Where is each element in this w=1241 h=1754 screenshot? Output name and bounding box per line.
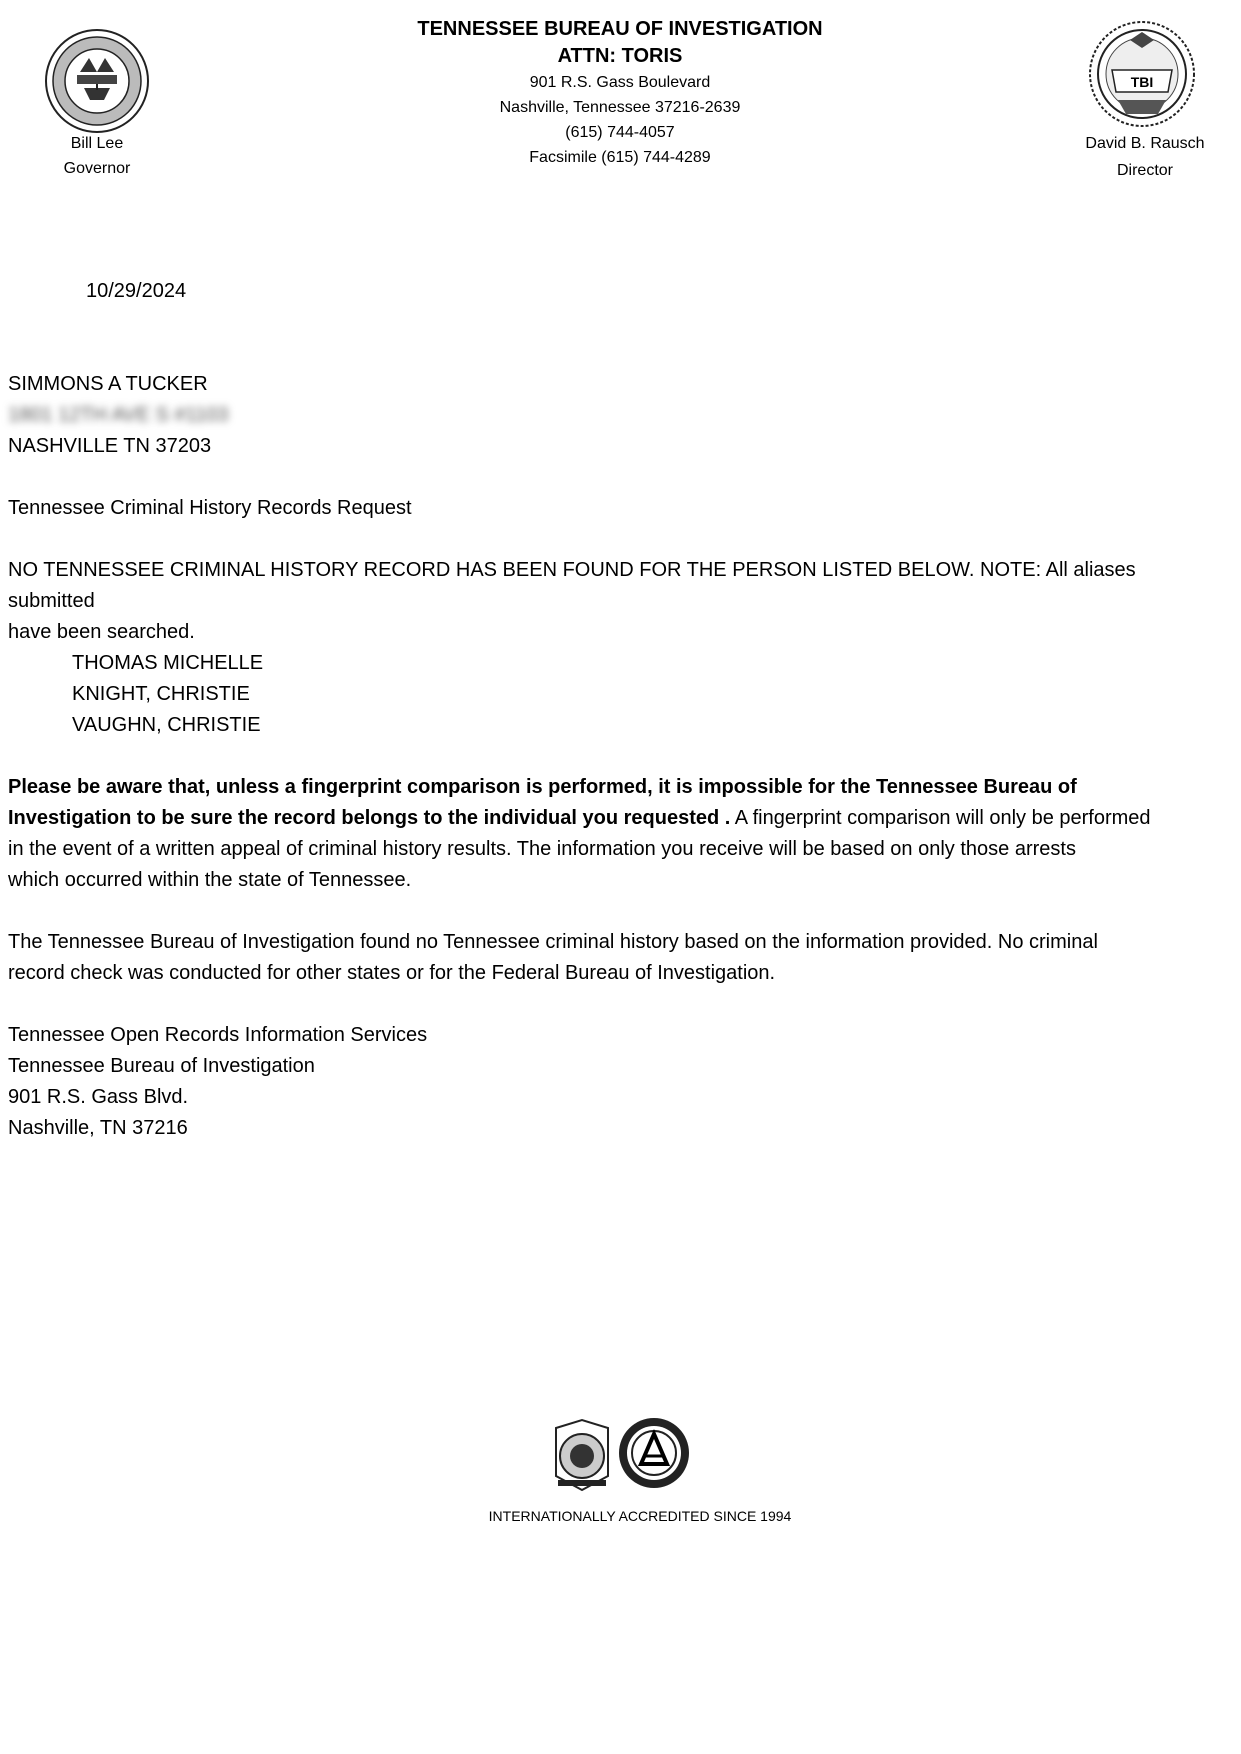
notice-paragraph [8,772,1218,896]
accreditation-seal-icon [617,1416,691,1490]
notice-bold-line-2: Investigation to be sure the record belongs to the individual you requested . [8,807,731,829]
agency-fax: Facsimile (615) 744-4289 [529,149,711,166]
attn-line: ATTN: TORIS [557,45,683,67]
recipient-city: NASHVILLE TN 37203 [8,435,212,457]
agency-phone: (615) 744-4057 [565,124,675,141]
notice-line-3: in the event of a written appeal of criminal history results. The information you receive will be based on only those arrests [8,838,1076,860]
recipient-name: SIMMONS A TUCKER [8,373,208,395]
list-item: THOMAS MICHELLE [72,652,264,674]
notice-bold-line-1: Please be aware that, unless a fingerprint comparison is performed, it is impossible for the Tennessee Bureau of [8,776,1077,798]
names-list [72,648,263,741]
letter-date: 10/29/2024 [86,280,187,302]
finding-line-1: The Tennessee Bureau of Investigation found no Tennessee criminal history based on the information provided. No criminal [8,931,1098,953]
result-line-2: have been searched. [8,621,195,643]
recipient-street-redacted: 1801 12TH AVE S #1103 [8,404,229,426]
result-line-1: NO TENNESSEE CRIMINAL HISTORY RECORD HAS BEEN FOUND FOR THE PERSON LISTED BELOW. NOTE: All aliases submitted [8,559,1136,612]
list-item: VAUGHN, CHRISTIE [72,714,261,736]
agency-city: Nashville, Tennessee 37216-2639 [499,99,741,116]
accreditation-text: INTERNATIONALLY ACCREDITED SINCE 1994 [488,1508,792,1524]
tbi-seal-text: TBI [1130,74,1154,90]
signature-line-3: 901 R.S. Gass Blvd. [8,1086,189,1108]
tennessee-state-seal-icon [44,28,150,134]
request-subject: Tennessee Criminal History Records Request [8,497,412,519]
director-title: Director [1116,162,1173,179]
letterhead-header [380,16,860,170]
notice-line-4: which occurred within the state of Tennessee. [8,869,412,891]
governor-title: Governor [63,160,131,177]
director-name: David B. Rausch [1085,135,1205,152]
finding-line-2: record check was conducted for other states or for the Federal Bureau of Investigation. [8,962,776,984]
agency-street: 901 R.S. Gass Boulevard [529,74,711,91]
calea-seal-icon [548,1418,616,1492]
finding-paragraph [8,927,1218,989]
result-paragraph [8,555,1218,648]
agency-name: TENNESSEE BUREAU OF INVESTIGATION [417,18,823,40]
signature-line-2: Tennessee Bureau of Investigation [8,1055,315,1077]
signature-line-4: Nashville, TN 37216 [8,1117,188,1139]
governor-name: Bill Lee [70,135,124,152]
list-item: KNIGHT, CHRISTIE [72,683,250,705]
signature-block [8,1020,427,1144]
signature-line-1: Tennessee Open Records Information Services [8,1024,428,1046]
notice-normal-tail: A fingerprint comparison will only be performed [730,807,1151,829]
tbi-badge-seal-icon [1088,18,1196,130]
